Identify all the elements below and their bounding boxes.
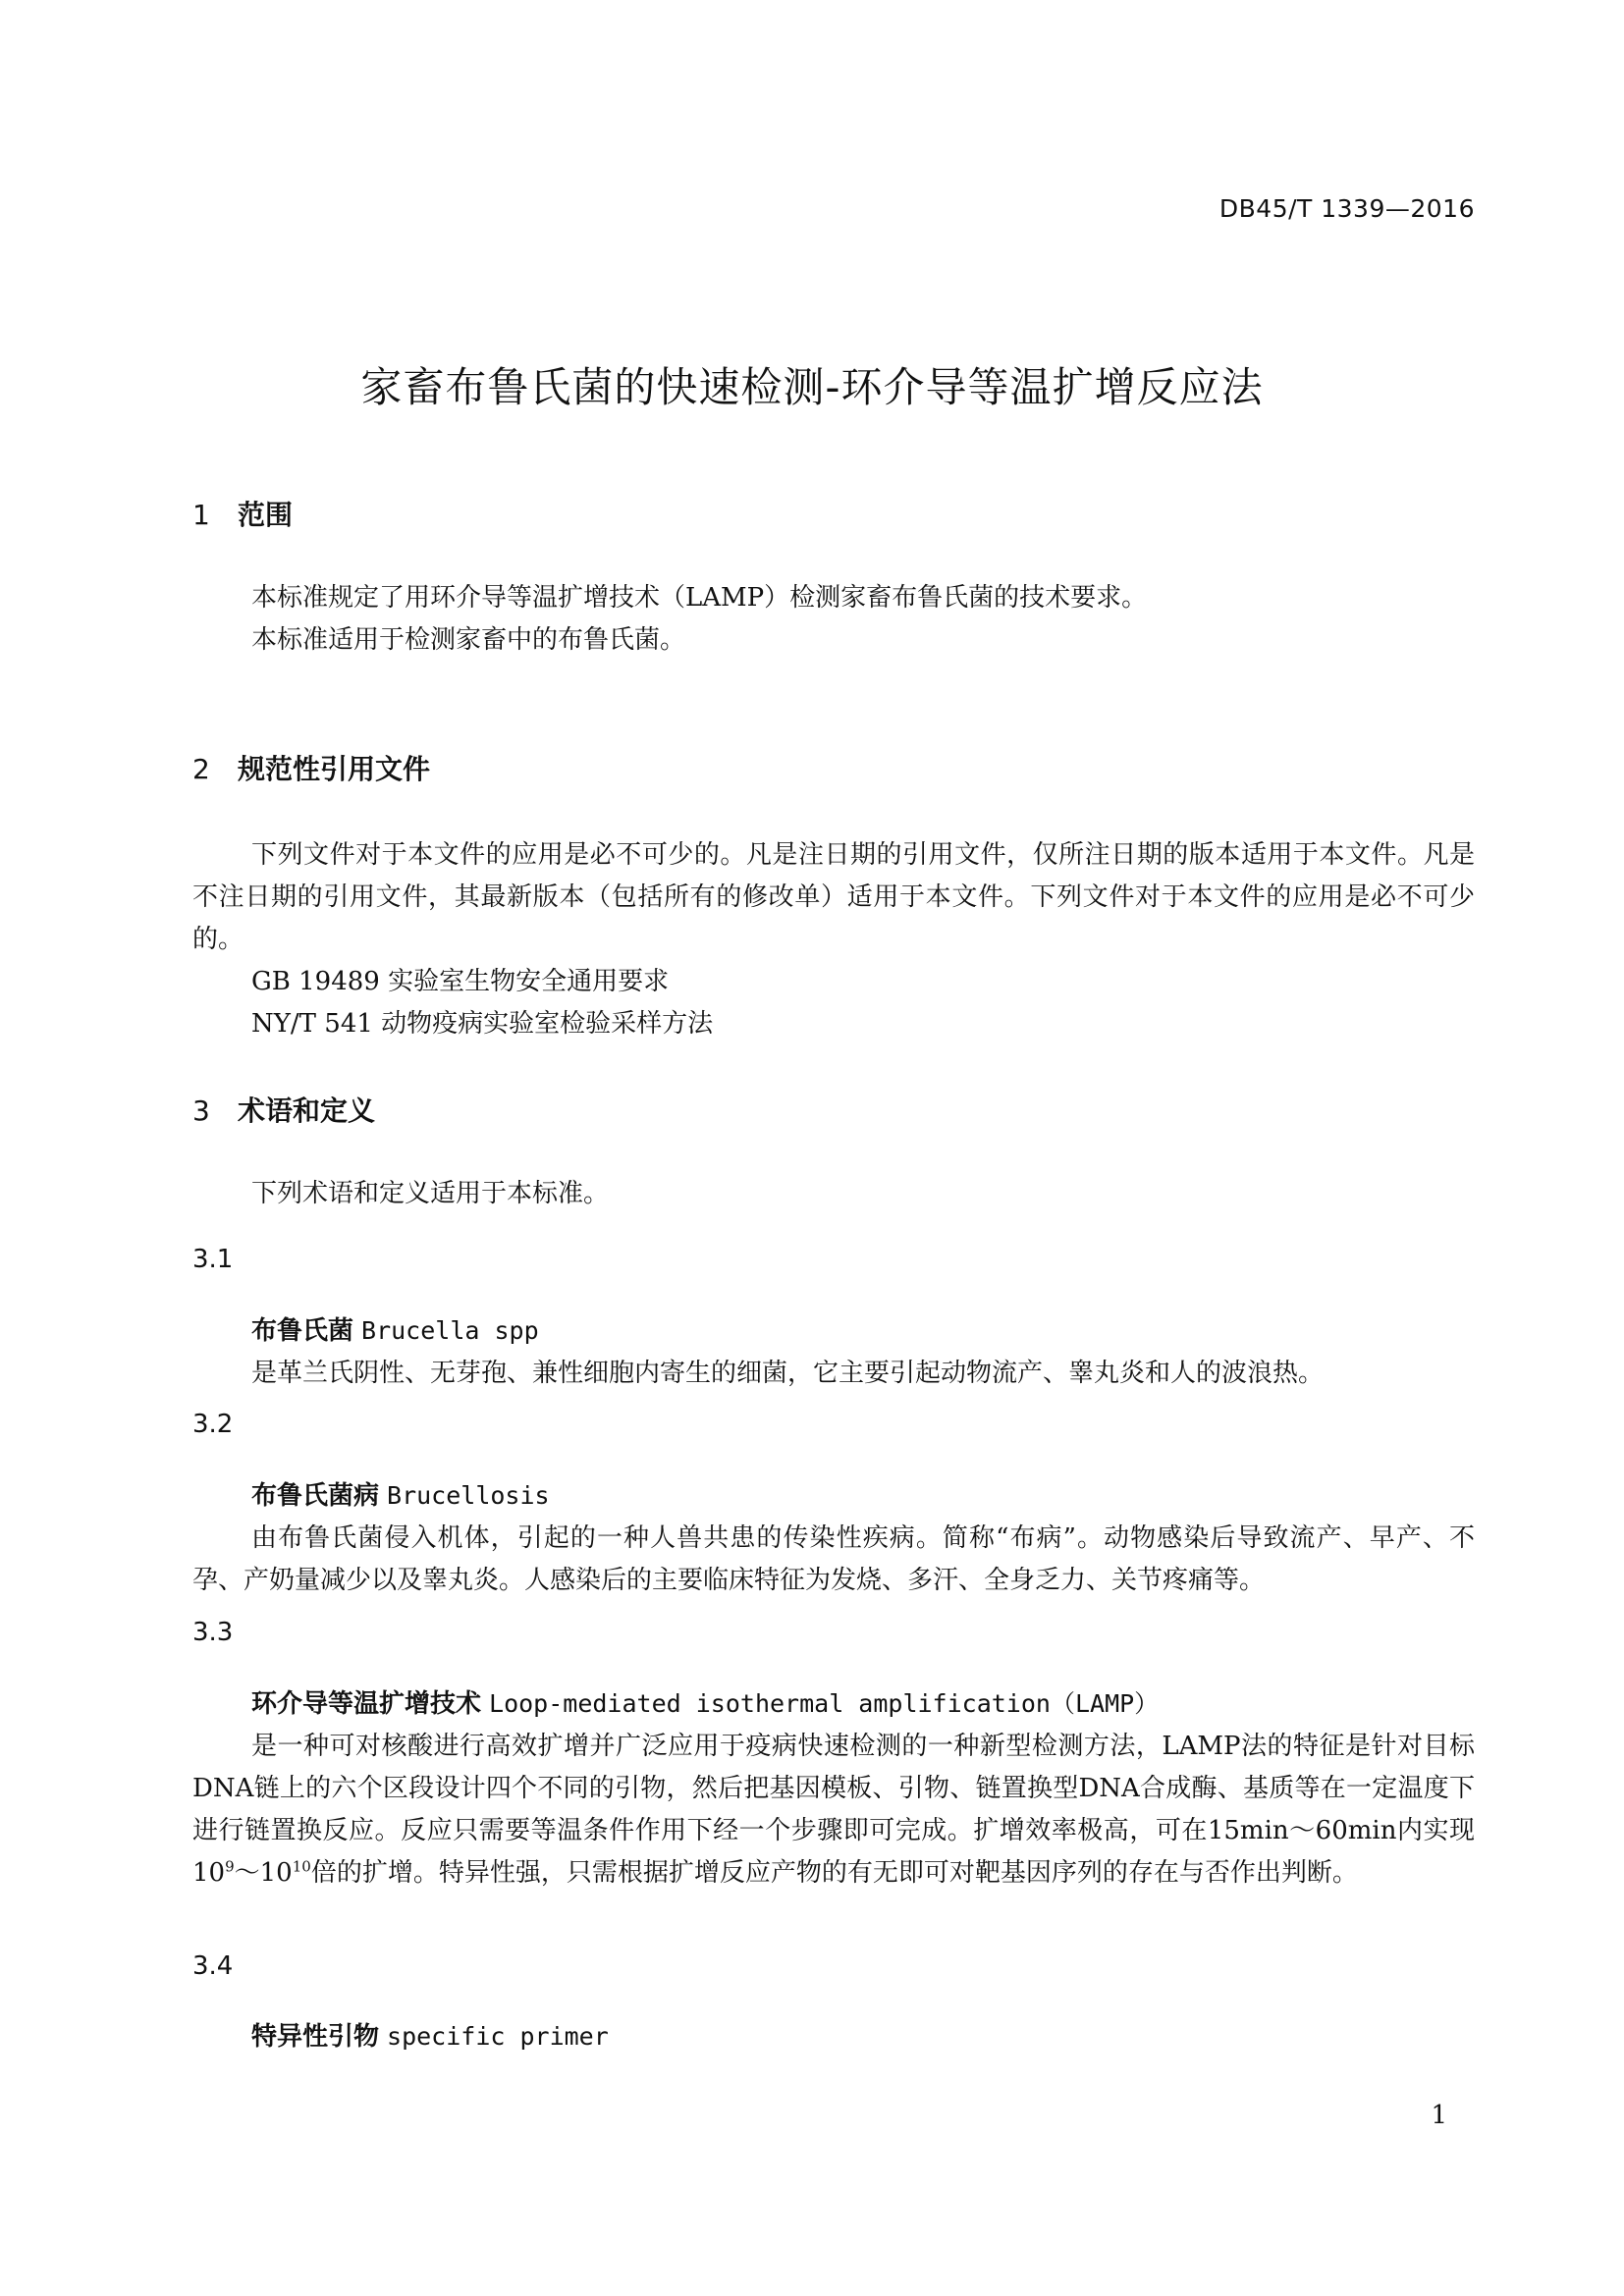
term-3-1: [192, 1309, 1475, 1395]
section-2-body: [192, 834, 1475, 1045]
definition-text: ～10: [234, 1858, 293, 1888]
term-chinese: 布鲁氏菌病: [251, 1481, 380, 1511]
term-chinese: 环介导等温扩增技术: [251, 1689, 482, 1719]
exponent: 10: [292, 1857, 311, 1876]
term-definition: 由布鲁氏菌侵入机体，引起的一种人兽共患的传染性疾病。简称“布病”。动物感染后导致流产、早产、不孕、产奶量减少以及睾丸炎。人感染后的主要临床特征为发烧、多汗、全身乏力、关节疼痛等。: [192, 1523, 1475, 1595]
clause-3-4: [192, 1951, 1475, 1981]
clause-3-2: [192, 1410, 1475, 1439]
term-title: [192, 2015, 1475, 2058]
section-title: 范围: [238, 499, 294, 531]
section-heading: [192, 494, 1475, 533]
section-heading: [192, 1090, 1475, 1129]
document-title: 家畜布鲁氏菌的快速检测-环介导等温扩增反应法: [360, 363, 1264, 411]
paragraph: 本标准规定了用环介导等温扩增技术（LAMP）检测家畜布鲁氏菌的技术要求。: [251, 583, 1148, 613]
term-english: Brucellosis: [387, 1481, 550, 1510]
term-3-3: [192, 1682, 1475, 1895]
term-english: Brucella spp: [361, 1316, 539, 1345]
paragraph: 下列文件对于本文件的应用是必不可少的。凡是注日期的引用文件，仅所注日期的版本适用于本文件。凡是不注日期的引用文件，其最新版本（包括所有的修改单）适用于本文件。下列文件对于本文件的应用是必不可少的。: [192, 840, 1475, 954]
clause-number: 3.1: [192, 1245, 234, 1274]
term-3-2: [192, 1474, 1475, 1602]
section-2: [192, 748, 1475, 787]
clause-number: 3.4: [192, 1951, 234, 1981]
exponent: 9: [225, 1857, 235, 1876]
paragraph: 本标准适用于检测家畜中的布鲁氏菌。: [251, 625, 686, 655]
clause-3-1: [192, 1245, 1475, 1274]
clause-number: 3.3: [192, 1618, 234, 1647]
definition-text: 是一种可对核酸进行高效扩增并广泛应用于疫病快速检测的一种新型检测方法，LAMP法的特征是针对目标DNA链上的六个区段设计四个不同的引物，然后把基因模板、引物、链置换型DNA合成酶、基质等在一定温度下进行链置换反应。反应只需要等温条件作用下经一个步骤即可完成。扩增效率极高，可在15min～60min内实现10: [192, 1732, 1475, 1888]
section-3: [192, 1090, 1475, 1129]
term-definition: [192, 1726, 1475, 1895]
section-number: 2: [192, 753, 210, 785]
reference-item: NY/T 541 动物疫病实验室检验采样方法: [251, 1009, 714, 1039]
clause-number: 3.2: [192, 1410, 234, 1439]
section-heading: [192, 748, 1475, 787]
standard-code: DB45/T 1339—2016: [1218, 194, 1475, 223]
clause-3-3: [192, 1618, 1475, 1647]
term-title: [192, 1474, 1475, 1518]
definition-text: 倍的扩增。特异性强，只需根据扩增反应产物的有无即可对靶基因序列的存在与否作出判断。: [310, 1858, 1358, 1888]
term-title: [192, 1309, 1475, 1353]
reference-item: GB 19489 实验室生物安全通用要求: [251, 967, 670, 996]
term-3-4: [192, 2015, 1475, 2058]
term-definition: 是革兰氏阴性、无芽孢、兼性细胞内寄生的细菌，它主要引起动物流产、睾丸炎和人的波浪热。: [251, 1359, 1325, 1388]
section-title: 术语和定义: [238, 1095, 376, 1127]
paragraph: 下列术语和定义适用于本标准。: [251, 1179, 610, 1208]
term-chinese: 特异性引物: [251, 2022, 380, 2052]
section-number: 1: [192, 499, 210, 531]
term-title: [192, 1682, 1475, 1726]
section-1: [192, 494, 1475, 533]
term-chinese: 布鲁氏菌: [251, 1316, 354, 1346]
section-number: 3: [192, 1095, 210, 1127]
section-3-intro: [192, 1173, 1475, 1215]
section-1-body: [192, 577, 1475, 662]
term-english: Loop-mediated isothermal amplification（LAMP）: [489, 1689, 1160, 1718]
section-title: 规范性引用文件: [238, 753, 431, 785]
page-number: 1: [1431, 2101, 1447, 2130]
term-english: specific primer: [387, 2022, 609, 2051]
